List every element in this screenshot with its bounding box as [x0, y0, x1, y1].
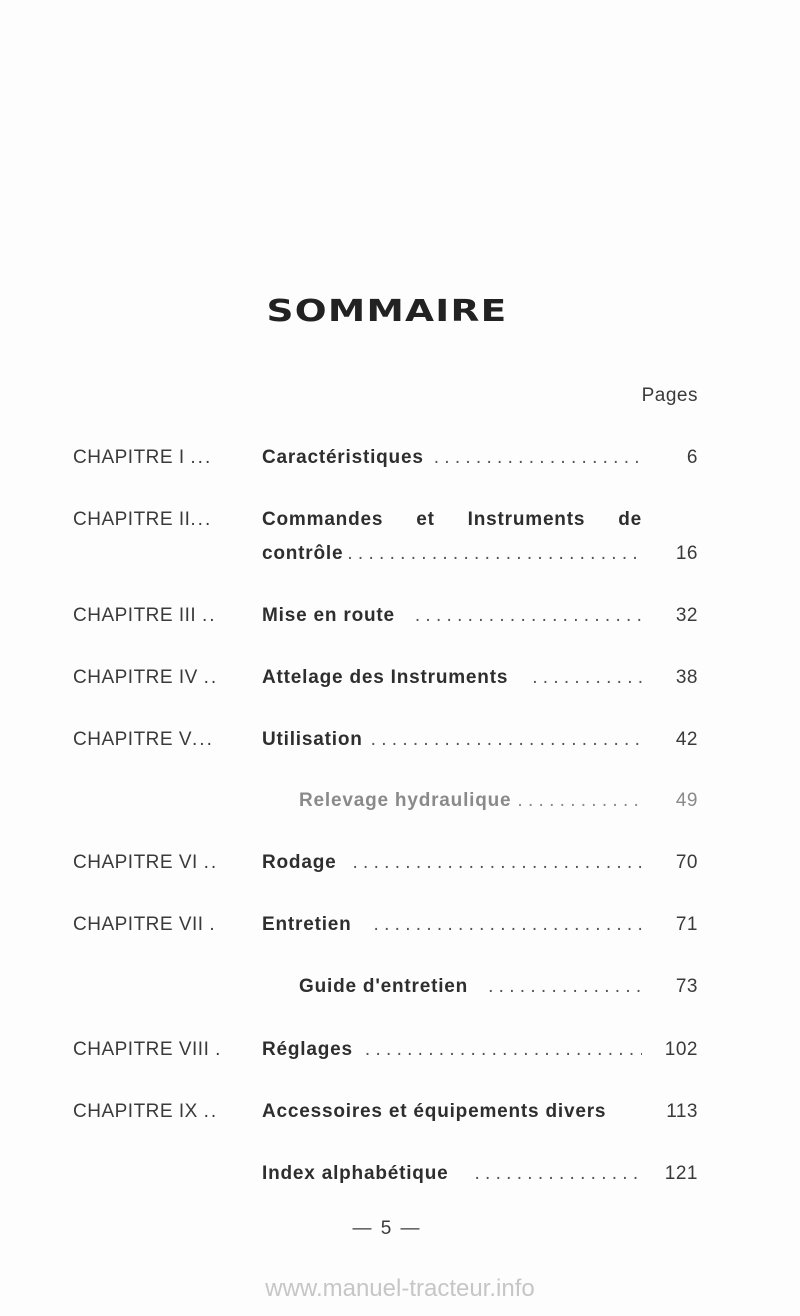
toc-row: [0, 447, 800, 475]
page-number: 32: [675, 605, 698, 626]
page-number: 121: [664, 1163, 698, 1184]
toc-row: [0, 914, 800, 942]
chapter-label: CHAPITRE VII .: [73, 914, 217, 935]
page-number: 49: [675, 790, 698, 811]
toc-subentry[interactable]: Guide d'entretien . . .: [299, 976, 642, 998]
page-number: 42: [675, 729, 698, 750]
page-title: SOMMAIRE: [266, 294, 508, 329]
page-number: 102: [664, 1039, 698, 1060]
toc-entry[interactable]: Caractéristiques . . .: [262, 447, 642, 469]
toc-entry[interactable]: Utilisation . . .: [262, 729, 642, 751]
chapter-label: CHAPITRE IX ..: [73, 1101, 219, 1122]
toc-entry[interactable]: Rodage . . .: [262, 852, 642, 874]
pages-column-label: Pages: [641, 385, 698, 406]
toc-entry[interactable]: contrôle . . .: [262, 543, 642, 565]
page-number: 71: [675, 914, 698, 935]
toc-row: [0, 1039, 800, 1067]
toc-row: [0, 729, 800, 757]
page-number: 73: [675, 976, 698, 997]
page-number: 16: [675, 543, 698, 564]
toc-row: [0, 976, 800, 1004]
chapter-label: CHAPITRE VIII .: [73, 1039, 223, 1060]
chapter-label: CHAPITRE I ...: [73, 447, 213, 468]
chapter-label: CHAPITRE V...: [73, 729, 214, 750]
toc-row: [0, 1163, 800, 1191]
toc-subentry[interactable]: Relevage hydraulique . . .: [299, 790, 642, 812]
toc-row: [0, 852, 800, 880]
toc-row: [0, 790, 800, 818]
toc-row: [0, 667, 800, 695]
toc-entry[interactable]: Mise en route . . .: [262, 605, 642, 627]
toc-row-continuation: [0, 543, 800, 571]
toc-entry-first-line[interactable]: Commandes et Instruments de: [262, 509, 642, 530]
chapter-label: CHAPITRE VI ..: [73, 852, 219, 873]
toc-row: [0, 605, 800, 633]
page-number: 113: [666, 1101, 698, 1122]
toc-entry[interactable]: Accessoires et équipements divers: [262, 1101, 607, 1122]
watermark-text[interactable]: www.manuel-tracteur.info: [265, 1275, 535, 1302]
toc-entry[interactable]: Attelage des Instruments . . .: [262, 667, 642, 689]
chapter-label: CHAPITRE II...: [73, 509, 213, 530]
toc-row: [0, 509, 800, 537]
page-number: 6: [686, 447, 698, 468]
page-number-footer: — 5 —: [352, 1218, 422, 1239]
page-number: 38: [675, 667, 698, 688]
chapter-label: CHAPITRE III ..: [73, 605, 217, 626]
toc-entry[interactable]: Entretien . . .: [262, 914, 642, 936]
toc-entry[interactable]: Réglages . . .: [262, 1039, 642, 1061]
page-number: 70: [675, 852, 698, 873]
toc-row: [0, 1101, 800, 1129]
chapter-label: CHAPITRE IV ..: [73, 667, 219, 688]
toc-entry[interactable]: Index alphabétique . . .: [262, 1163, 642, 1185]
